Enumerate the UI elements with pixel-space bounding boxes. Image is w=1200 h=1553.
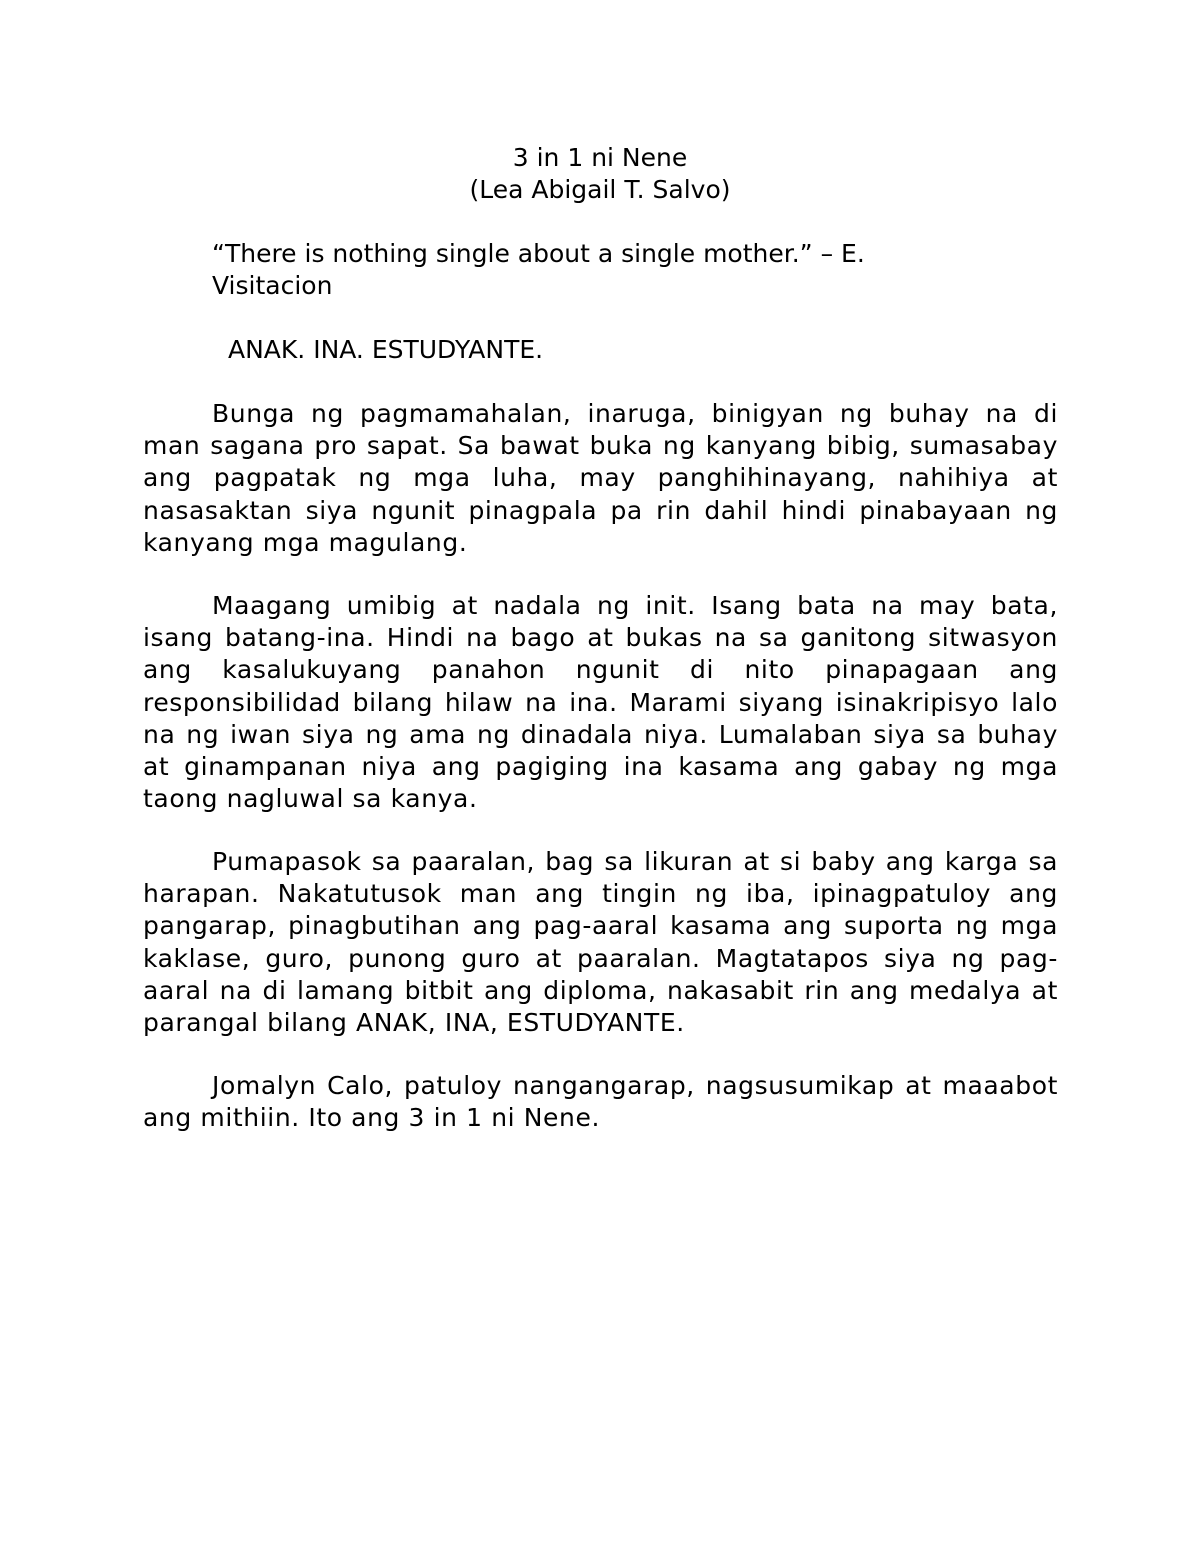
document-title: 3 in 1 ni Nene [512, 143, 688, 172]
epigraph-quote [212, 238, 972, 302]
paragraph-2: Maagang umibig at nadala ng init. Isang bata na may bata, isang batang-ina. Hindi na bago at bukas na sa ganitong sitwasyon ang kasalukuyang panahon ngunit di nito pinapagaan ang responsibilidad bilang hilaw na ina. Marami siyang isinakripisyo lalo na ng iwan siya ng ama ng dinadala niya. Lumalaban siya sa buhay at ginampanan niya ang pagiging ina kasama ang gabay ng mga taong nagluwal sa kanya. [143, 591, 1058, 814]
epigraph-line-2: Visitacion [212, 271, 333, 300]
epigraph-line-1: “There is nothing single about a single mother.” – E. [212, 239, 865, 268]
document-author: (Lea Abigail T. Salvo) [469, 175, 731, 204]
paragraph-3: Pumapasok sa paaralan, bag sa likuran at si baby ang karga sa harapan. Nakatutusok man ang tingin ng iba, ipinagpatuloy ang pangarap, pinagbutihan ang pag-aaral kasama ang suporta ng mga kaklase, guro, punong guro at paaralan. Magtatapos siya ng pag-aaral na di lamang bitbit ang diploma, nakasabit rin ang medalya at parangal bilang ANAK, INA, ESTUDYANTE. [143, 847, 1058, 1038]
section-heading: ANAK. INA. ESTUDYANTE. [228, 335, 544, 364]
paragraph-1: Bunga ng pagmamahalan, inaruga, binigyan ng buhay na di man sagana pro sapat. Sa bawat buka ng kanyang bibig, sumasabay ang pagpatak ng mga luha, may panghihinayang, nahihiya at nasasaktan siya ngunit pinagpala pa rin dahil hindi pinabayaan ng kanyang mga magulang. [143, 399, 1058, 557]
paragraph-4: Jomalyn Calo, patuloy nangangarap, nagsusumikap at maaabot ang mithiin. Ito ang 3 in 1 ni Nene. [143, 1071, 1058, 1133]
